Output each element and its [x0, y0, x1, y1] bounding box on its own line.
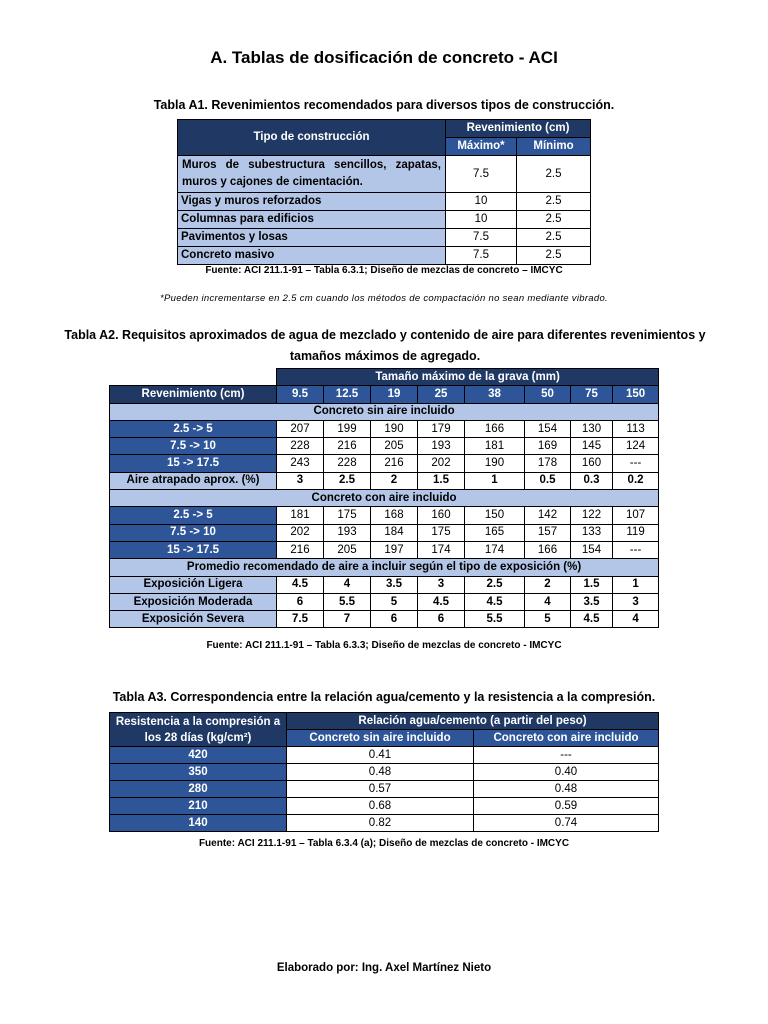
- value-cell: 3.5: [571, 593, 613, 610]
- value-cell: 0.3: [571, 472, 613, 489]
- size-header-cell: 25: [418, 386, 465, 403]
- value-cell: 193: [324, 524, 371, 541]
- header-row: [110, 369, 659, 386]
- value-cell: 207: [277, 420, 324, 437]
- section-row: [110, 490, 659, 507]
- row-label-cell: Exposición Moderada: [110, 593, 277, 610]
- size-header-cell: 19: [371, 386, 418, 403]
- table-row: [178, 193, 591, 211]
- value-cell: 1.5: [418, 472, 465, 489]
- value-cell: 160: [418, 507, 465, 524]
- value-cell: 2.5: [465, 576, 525, 593]
- slump-min-cell: 2.5: [517, 211, 591, 229]
- col-header-slump: Revenimiento (cm): [110, 386, 277, 403]
- author-footer: Elaborado por: Ing. Axel Martínez Nieto: [276, 962, 492, 974]
- strength-cell: 280: [110, 781, 287, 798]
- table-row: [110, 611, 659, 628]
- value-cell: 165: [465, 524, 525, 541]
- value-cell: 107: [613, 507, 659, 524]
- value-cell: 5.5: [465, 611, 525, 628]
- value-cell: 4: [324, 576, 371, 593]
- strength-cell: 140: [110, 815, 287, 832]
- table-a3-source: Fuente: ACI 211.1-91 – Tabla 6.3.4 (a); Diseño de mezclas de concreto - IMCYC: [198, 838, 570, 849]
- value-cell: 157: [525, 524, 571, 541]
- value-cell: 179: [418, 420, 465, 437]
- table-a3: [109, 712, 659, 832]
- wc-no-air-cell: 0.57: [287, 781, 474, 798]
- section-header: Concreto con aire incluido: [110, 490, 659, 507]
- value-cell: 199: [324, 420, 371, 437]
- value-cell: 205: [324, 541, 371, 558]
- wc-no-air-cell: 0.41: [287, 747, 474, 764]
- construction-type-cell: Vigas y muros reforzados: [178, 193, 446, 211]
- table-a2: [109, 368, 659, 628]
- value-cell: 0.2: [613, 472, 659, 489]
- table-row: [110, 472, 659, 489]
- wc-no-air-cell: 0.68: [287, 798, 474, 815]
- value-cell: 5: [525, 611, 571, 628]
- table-a1-caption: Tabla A1. Revenimientos recomendados para diversos tipos de construcción.: [153, 98, 615, 112]
- value-cell: 168: [371, 507, 418, 524]
- table-row: [110, 815, 659, 832]
- construction-type-cell: Concreto masivo: [178, 247, 446, 265]
- wc-air-cell: 0.40: [474, 764, 659, 781]
- table-row: [110, 455, 659, 472]
- slump-max-cell: 10: [446, 193, 517, 211]
- slump-max-cell: 7.5: [446, 156, 517, 193]
- value-cell: 7.5: [277, 611, 324, 628]
- section-row: [110, 559, 659, 576]
- construction-type-cell: Muros de subestructura sencillos, zapatas, muros y cajones de cimentación.: [178, 156, 446, 193]
- value-cell: 3: [418, 576, 465, 593]
- value-cell: 205: [371, 438, 418, 455]
- table-row: [110, 781, 659, 798]
- value-cell: 7: [324, 611, 371, 628]
- value-cell: 4.5: [277, 576, 324, 593]
- value-cell: 174: [465, 541, 525, 558]
- strength-cell: 350: [110, 764, 287, 781]
- size-header-cell: 75: [571, 386, 613, 403]
- value-cell: 122: [571, 507, 613, 524]
- row-label-cell: Exposición Severa: [110, 611, 277, 628]
- value-cell: ---: [613, 455, 659, 472]
- value-cell: 216: [277, 541, 324, 558]
- col-header-min: Mínimo: [517, 138, 591, 156]
- value-cell: 197: [371, 541, 418, 558]
- value-cell: 1: [465, 472, 525, 489]
- row-label-cell: 15 -> 17.5: [110, 541, 277, 558]
- value-cell: 160: [571, 455, 613, 472]
- table-row: [110, 798, 659, 815]
- slump-max-cell: 7.5: [446, 247, 517, 265]
- section-header: Concreto sin aire incluido: [110, 403, 659, 420]
- value-cell: 124: [613, 438, 659, 455]
- construction-type-cell: Columnas para edificios: [178, 211, 446, 229]
- table-row: [110, 524, 659, 541]
- value-cell: 184: [371, 524, 418, 541]
- value-cell: 1: [613, 576, 659, 593]
- value-cell: 3: [277, 472, 324, 489]
- table-a1: [177, 119, 591, 265]
- construction-type-cell: Pavimentos y losas: [178, 229, 446, 247]
- value-cell: 166: [465, 420, 525, 437]
- value-cell: 6: [371, 611, 418, 628]
- value-cell: 169: [525, 438, 571, 455]
- wc-air-cell: 0.48: [474, 781, 659, 798]
- value-cell: 113: [613, 420, 659, 437]
- table-row: [110, 764, 659, 781]
- value-cell: 119: [613, 524, 659, 541]
- strength-cell: 420: [110, 747, 287, 764]
- value-cell: 190: [371, 420, 418, 437]
- value-cell: 181: [277, 507, 324, 524]
- col-header-no-air: Concreto sin aire incluido: [287, 730, 474, 747]
- size-header-cell: 50: [525, 386, 571, 403]
- col-header-strength: Resistencia a la compresión a los 28 días (kg/cm²): [110, 713, 287, 747]
- slump-max-cell: 10: [446, 211, 517, 229]
- value-cell: 4.5: [465, 593, 525, 610]
- slump-min-cell: 2.5: [517, 156, 591, 193]
- value-cell: 4: [613, 611, 659, 628]
- table-a3-caption: Tabla A3. Correspondencia entre la relación agua/cemento y la resistencia a la compresión.: [112, 690, 656, 704]
- table-a1-note: *Pueden incrementarse en 2.5 cm cuando los métodos de compactación no sean mediante vibrado.: [160, 293, 608, 304]
- table-row: [110, 420, 659, 437]
- col-header-aggregate-size: Tamaño máximo de la grava (mm): [277, 369, 659, 386]
- table-row: [110, 541, 659, 558]
- value-cell: 216: [324, 438, 371, 455]
- size-header-cell: 150: [613, 386, 659, 403]
- value-cell: 202: [418, 455, 465, 472]
- row-label-cell: 7.5 -> 10: [110, 524, 277, 541]
- blank-corner: [110, 369, 277, 386]
- row-label-cell: 2.5 -> 5: [110, 420, 277, 437]
- value-cell: 1.5: [571, 576, 613, 593]
- value-cell: 5.5: [324, 593, 371, 610]
- strength-cell: 210: [110, 798, 287, 815]
- wc-air-cell: ---: [474, 747, 659, 764]
- value-cell: 154: [525, 420, 571, 437]
- value-cell: 166: [525, 541, 571, 558]
- col-header-wc-ratio: Relación agua/cemento (a partir del peso): [287, 713, 659, 730]
- slump-min-cell: 2.5: [517, 247, 591, 265]
- size-header-cell: 12.5: [324, 386, 371, 403]
- value-cell: 6: [277, 593, 324, 610]
- size-header-cell: 9.5: [277, 386, 324, 403]
- table-row: [110, 593, 659, 610]
- value-cell: 5: [371, 593, 418, 610]
- row-label-cell: 2.5 -> 5: [110, 507, 277, 524]
- value-cell: 193: [418, 438, 465, 455]
- wc-no-air-cell: 0.48: [287, 764, 474, 781]
- page-title: A. Tablas de dosificación de concreto - ACI: [210, 48, 558, 67]
- size-header-cell: 38: [465, 386, 525, 403]
- value-cell: 133: [571, 524, 613, 541]
- value-cell: 154: [571, 541, 613, 558]
- value-cell: 175: [418, 524, 465, 541]
- slump-min-cell: 2.5: [517, 229, 591, 247]
- value-cell: 181: [465, 438, 525, 455]
- row-label-cell: Exposición Ligera: [110, 576, 277, 593]
- row-label-cell: Aire atrapado aprox. (%): [110, 472, 277, 489]
- value-cell: 178: [525, 455, 571, 472]
- table-row: [178, 211, 591, 229]
- value-cell: 4: [525, 593, 571, 610]
- value-cell: 4.5: [571, 611, 613, 628]
- value-cell: 6: [418, 611, 465, 628]
- table-row: [110, 747, 659, 764]
- value-cell: 142: [525, 507, 571, 524]
- row-label-cell: 15 -> 17.5: [110, 455, 277, 472]
- header-row: [110, 386, 659, 403]
- table-row: [110, 507, 659, 524]
- value-cell: ---: [613, 541, 659, 558]
- value-cell: 202: [277, 524, 324, 541]
- wc-air-cell: 0.59: [474, 798, 659, 815]
- section-header: Promedio recomendado de aire a incluir según el tipo de exposición (%): [110, 559, 659, 576]
- col-header-slump: Revenimiento (cm): [446, 120, 591, 138]
- table-row: [178, 247, 591, 265]
- value-cell: 175: [324, 507, 371, 524]
- value-cell: 174: [418, 541, 465, 558]
- value-cell: 0.5: [525, 472, 571, 489]
- row-label-cell: 7.5 -> 10: [110, 438, 277, 455]
- value-cell: 216: [371, 455, 418, 472]
- value-cell: 130: [571, 420, 613, 437]
- table-row: [110, 438, 659, 455]
- table-a2-caption: Tabla A2. Requisitos aproximados de agua de mezclado y contenido de aire para diferentes revenimientos y tamaños máximos de agregado.: [64, 328, 706, 363]
- table-a2-source: Fuente: ACI 211.1-91 – Tabla 6.3.3; Diseño de mezclas de concreto - IMCYC: [206, 640, 562, 651]
- wc-air-cell: 0.74: [474, 815, 659, 832]
- value-cell: 228: [277, 438, 324, 455]
- value-cell: 190: [465, 455, 525, 472]
- value-cell: 2.5: [324, 472, 371, 489]
- table-row: [110, 576, 659, 593]
- col-header-air: Concreto con aire incluido: [474, 730, 659, 747]
- slump-min-cell: 2.5: [517, 193, 591, 211]
- value-cell: 145: [571, 438, 613, 455]
- value-cell: 2: [371, 472, 418, 489]
- table-row: [178, 229, 591, 247]
- col-header-type: Tipo de construcción: [178, 120, 446, 156]
- value-cell: 4.5: [418, 593, 465, 610]
- value-cell: 3.5: [371, 576, 418, 593]
- value-cell: 228: [324, 455, 371, 472]
- section-row: [110, 403, 659, 420]
- value-cell: 150: [465, 507, 525, 524]
- table-row: [178, 156, 591, 193]
- value-cell: 243: [277, 455, 324, 472]
- col-header-max: Máximo*: [446, 138, 517, 156]
- wc-no-air-cell: 0.82: [287, 815, 474, 832]
- slump-max-cell: 7.5: [446, 229, 517, 247]
- table-a1-source: Fuente: ACI 211.1-91 – Tabla 6.3.1; Diseño de mezclas de concreto – IMCYC: [205, 265, 563, 276]
- value-cell: 2: [525, 576, 571, 593]
- value-cell: 3: [613, 593, 659, 610]
